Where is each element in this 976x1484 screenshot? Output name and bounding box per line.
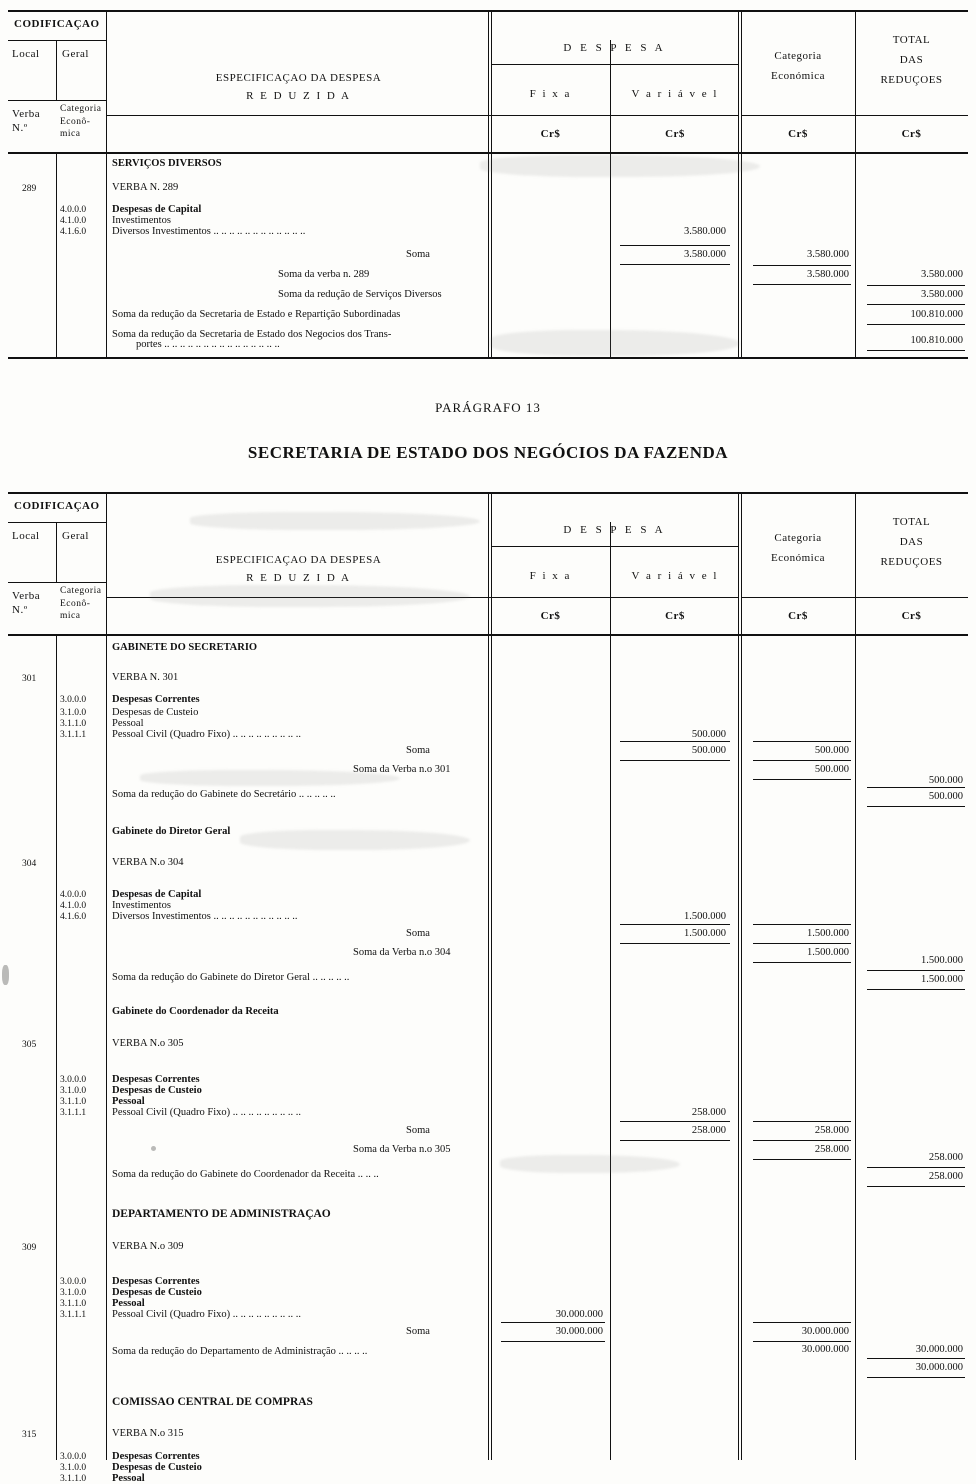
header-cr-total: Cr$ xyxy=(901,128,922,140)
econ-code: 3.0.0.0 xyxy=(60,1452,87,1462)
econ-label: Despesas Correntes xyxy=(112,694,200,705)
header-variavel: V a r i á v e l xyxy=(631,88,719,100)
amount-variavel: 258.000 xyxy=(691,1125,726,1136)
header-reduzida: R E D U Z I D A xyxy=(246,572,351,584)
soma-label: Soma xyxy=(406,249,430,260)
econ-label: Despesas Correntes xyxy=(112,1451,200,1462)
econ-code: 3.1.1.0 xyxy=(60,1299,87,1309)
amount-total: 500.000 xyxy=(928,775,963,786)
econ-code: 4.1.0.0 xyxy=(60,901,87,911)
econ-label: Despesas de Custeio xyxy=(112,1462,202,1473)
header-categoria-economica-1: Categoria xyxy=(774,532,822,544)
econ-label: Despesas Correntes xyxy=(112,1074,200,1085)
header-economica-2: mica xyxy=(60,129,81,139)
verba-number: 309 xyxy=(22,1243,37,1253)
verba-number: 301 xyxy=(22,674,37,684)
amount-variavel: 1.500.000 xyxy=(684,928,726,939)
verba-label: VERBA N.o 304 xyxy=(112,857,184,868)
amount-variavel: 3.580.000 xyxy=(684,226,726,237)
amount-variavel: 500.000 xyxy=(691,745,726,756)
budget-table-bottom xyxy=(8,492,968,1484)
header-cr-variavel: Cr$ xyxy=(665,610,685,622)
section-title: SERVIÇOS DIVERSOS xyxy=(112,158,222,169)
amount-total: 30.000.000 xyxy=(915,1344,963,1355)
amount-total: 30.000.000 xyxy=(915,1362,963,1373)
section-title: Gabinete do Diretor Geral xyxy=(112,826,231,837)
econ-code: 3.0.0.0 xyxy=(60,695,87,705)
econ-code: 3.1.0.0 xyxy=(60,1288,87,1298)
amount-categoria: 1.500.000 xyxy=(807,928,849,939)
soma-secretaria-label: Soma da redução da Secretaria de Estado e Repartição Subordinadas xyxy=(112,309,401,320)
paragrafo-label: PARÁGRAFO 13 xyxy=(435,400,541,415)
table-header-bottom xyxy=(8,494,968,636)
header-verba-no: N.º xyxy=(12,122,28,134)
header-categoria: Categoria xyxy=(60,104,102,114)
header-cr-variavel: Cr$ xyxy=(665,128,685,140)
econ-code: 4.0.0.0 xyxy=(60,205,87,215)
header-categoria-economica-2: Económica xyxy=(771,552,825,564)
header-despesa: D E S P E S A xyxy=(563,42,666,54)
amount-categoria: 258.000 xyxy=(814,1125,849,1136)
header-variavel: V a r i á v e l xyxy=(631,570,719,582)
header-total-1: TOTAL xyxy=(892,34,931,46)
header-geral: Geral xyxy=(62,530,89,542)
soma-verba-label: Soma da verba n. 289 xyxy=(278,269,370,280)
amount-total: 500.000 xyxy=(928,791,963,802)
econ-label: Despesas de Capital xyxy=(112,204,202,215)
econ-label: Pessoal Civil (Quadro Fixo) .. .. .. .. .. .. .. .. .. xyxy=(112,1107,301,1118)
amount-total: 100.810.000 xyxy=(910,309,963,320)
econ-code: 4.0.0.0 xyxy=(60,890,87,900)
soma-servicos-label: Soma da redução de Serviços Diversos xyxy=(278,289,442,300)
section-title: COMISSAO CENTRAL DE COMPRAS xyxy=(112,1396,313,1408)
header-cr-total: Cr$ xyxy=(901,610,922,622)
header-categoria: Categoria xyxy=(60,586,102,596)
soma-transportes-label-2: portes .. .. .. .. .. .. .. .. .. .. .. .. .. .. .. xyxy=(136,339,280,350)
header-total-1: TOTAL xyxy=(892,516,931,528)
amount-categoria: 258.000 xyxy=(814,1144,849,1155)
header-codificacao: CODIFICAÇAO xyxy=(14,500,100,512)
header-despesa: D E S P E S A xyxy=(563,524,666,536)
econ-label: Investimentos xyxy=(112,215,171,226)
header-fixa: F i x a xyxy=(529,570,572,582)
amount-categoria: 3.580.000 xyxy=(807,269,849,280)
soma-verba-label: Soma da Verba n.o 304 xyxy=(353,947,451,958)
econ-code: 3.1.1.1 xyxy=(60,1108,87,1118)
soma-label: Soma xyxy=(406,1125,430,1136)
soma-reducao-label: Soma da redução do Gabinete do Secretário .. .. .. .. .. xyxy=(112,789,336,800)
header-verba-no: N.º xyxy=(12,604,28,616)
amount-variavel: 500.000 xyxy=(691,729,726,740)
econ-label: Pessoal Civil (Quadro Fixo) .. .. .. .. .. .. .. .. .. xyxy=(112,729,301,740)
soma-reducao-label: Soma da redução do Gabinete do Diretor Geral .. .. .. .. .. xyxy=(112,972,350,983)
econ-code: 3.1.1.0 xyxy=(60,1474,87,1484)
verba-label: VERBA N.o 305 xyxy=(112,1038,184,1049)
amount-categoria: 500.000 xyxy=(814,764,849,775)
section-title: GABINETE DO SECRETARIO xyxy=(112,642,258,653)
econ-code: 4.1.6.0 xyxy=(60,912,87,922)
amount-total: 258.000 xyxy=(928,1152,963,1163)
econ-label: Despesas de Custeio xyxy=(112,1287,202,1298)
amount-categoria: 30.000.000 xyxy=(801,1326,849,1337)
econ-code: 3.0.0.0 xyxy=(60,1075,87,1085)
header-fixa: F i x a xyxy=(529,88,572,100)
econ-code: 3.1.0.0 xyxy=(60,708,87,718)
econ-label: Diversos Investimentos .. .. .. .. .. .. .. .. .. .. .. xyxy=(112,911,298,922)
amount-variavel: 258.000 xyxy=(691,1107,726,1118)
soma-label: Soma xyxy=(406,928,430,939)
econ-label: Pessoal xyxy=(112,1473,145,1484)
amount-total: 3.580.000 xyxy=(921,269,963,280)
amount-categoria: 500.000 xyxy=(814,745,849,756)
verba-label: VERBA N. 301 xyxy=(112,672,179,683)
verba-label: VERBA N.o 315 xyxy=(112,1428,184,1439)
econ-label: Despesas de Custeio xyxy=(112,1085,202,1096)
verba-label: VERBA N. 289 xyxy=(112,182,179,193)
header-total-2: DAS xyxy=(899,536,924,548)
amount-variavel: 3.580.000 xyxy=(684,249,726,260)
econ-label: Pessoal Civil (Quadro Fixo) .. .. .. .. .. .. .. .. .. xyxy=(112,1309,301,1320)
table-header-top xyxy=(8,12,968,154)
header-cr-categoria: Cr$ xyxy=(788,128,808,140)
econ-code: 3.1.1.0 xyxy=(60,719,87,729)
header-codificacao: CODIFICAÇAO xyxy=(14,18,100,30)
econ-code: 3.1.1.1 xyxy=(60,1310,87,1320)
amount-total: 1.500.000 xyxy=(921,974,963,985)
econ-label: Diversos Investimentos .. .. .. .. .. .. .. .. .. .. .. .. xyxy=(112,226,306,237)
amount-categoria: 1.500.000 xyxy=(807,947,849,958)
soma-label: Soma xyxy=(406,745,430,756)
header-economica-2: mica xyxy=(60,611,81,621)
soma-transportes-label: Soma da redução da Secretaria de Estado dos Negocios dos Trans- xyxy=(112,329,392,340)
amount-fixa: 30.000.000 xyxy=(555,1309,603,1320)
header-economica-1: Econô- xyxy=(60,117,91,127)
econ-code: 3.1.0.0 xyxy=(60,1086,87,1096)
header-reduzida: R E D U Z I D A xyxy=(246,90,351,102)
verba-number: 315 xyxy=(22,1430,37,1440)
header-especificacao: ESPECIFICAÇAO DA DESPESA xyxy=(215,554,382,566)
verba-label: VERBA N.o 309 xyxy=(112,1241,184,1252)
econ-label: Investimentos xyxy=(112,900,171,911)
secretaria-title: SECRETARIA DE ESTADO DOS NEGÓCIOS DA FAZENDA xyxy=(247,443,729,462)
econ-code: 3.1.1.0 xyxy=(60,1097,87,1107)
amount-variavel: 1.500.000 xyxy=(684,911,726,922)
header-verba: Verba xyxy=(12,108,41,120)
econ-label: Despesas Correntes xyxy=(112,1276,200,1287)
amount-total: 3.580.000 xyxy=(921,289,963,300)
econ-code: 3.1.1.1 xyxy=(60,730,87,740)
header-geral: Geral xyxy=(62,48,89,60)
econ-label: Pessoal xyxy=(112,1096,145,1107)
verba-number: 289 xyxy=(22,184,37,194)
header-especificacao: ESPECIFICAÇAO DA DESPESA xyxy=(215,72,382,84)
section-title: Gabinete do Coordenador da Receita xyxy=(112,1006,279,1017)
amount-total: 1.500.000 xyxy=(921,955,963,966)
econ-code: 4.1.0.0 xyxy=(60,216,87,226)
amount-total: 100.810.000 xyxy=(910,335,963,346)
header-total-3: REDUÇOES xyxy=(880,74,943,86)
amount-categoria: 3.580.000 xyxy=(807,249,849,260)
header-total-3: REDUÇOES xyxy=(880,556,943,568)
amount-total: 258.000 xyxy=(928,1171,963,1182)
verba-number: 305 xyxy=(22,1040,37,1050)
econ-label: Despesas de Custeio xyxy=(112,707,199,718)
header-cr-categoria: Cr$ xyxy=(788,610,808,622)
soma-reducao-label: Soma da redução do Departamento de Administração .. .. .. .. xyxy=(112,1346,368,1357)
econ-code: 3.1.0.0 xyxy=(60,1463,87,1473)
header-categoria-economica-1: Categoria xyxy=(774,50,822,62)
budget-table-top xyxy=(8,10,968,359)
econ-code: 4.1.6.0 xyxy=(60,227,87,237)
header-verba: Verba xyxy=(12,590,41,602)
header-cr-fixa: Cr$ xyxy=(540,610,561,622)
soma-label: Soma xyxy=(406,1326,430,1337)
econ-label: Pessoal xyxy=(112,1298,145,1309)
amount-categoria: 30.000.000 xyxy=(801,1344,849,1355)
econ-code: 3.0.0.0 xyxy=(60,1277,87,1287)
header-total-2: DAS xyxy=(899,54,924,66)
verba-number: 304 xyxy=(22,859,37,869)
header-categoria-economica-2: Económica xyxy=(771,70,825,82)
header-economica-1: Econô- xyxy=(60,599,91,609)
soma-reducao-label: Soma da redução do Gabinete do Coordenador da Receita .. .. .. xyxy=(112,1169,379,1180)
header-local: Local xyxy=(12,530,40,542)
section-title: DEPARTAMENTO DE ADMINISTRAÇAO xyxy=(112,1208,331,1220)
table-body-bottom xyxy=(8,636,968,1484)
header-cr-fixa: Cr$ xyxy=(540,128,561,140)
soma-verba-label: Soma da Verba n.o 305 xyxy=(353,1144,451,1155)
amount-fixa: 30.000.000 xyxy=(555,1326,603,1337)
table-body-top xyxy=(8,154,968,357)
soma-verba-label: Soma da Verba n.o 301 xyxy=(353,764,451,775)
header-local: Local xyxy=(12,48,40,60)
econ-label: Pessoal xyxy=(112,718,144,729)
econ-label: Despesas de Capital xyxy=(112,889,202,900)
